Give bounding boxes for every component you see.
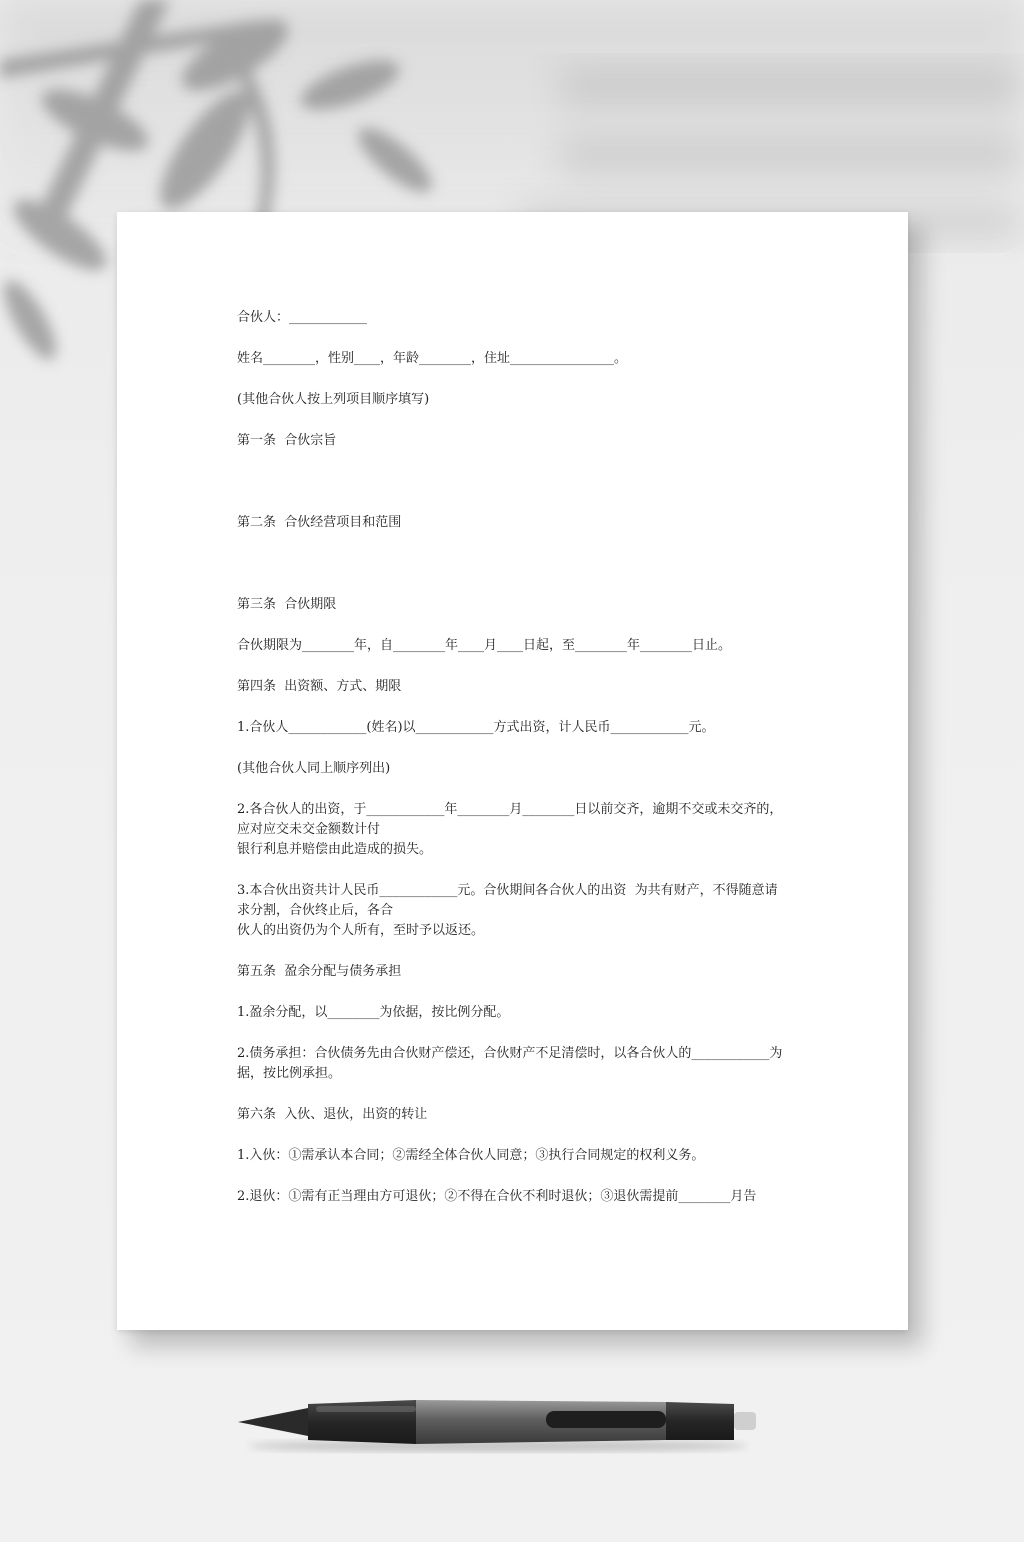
article-2-heading: 第二条 合伙经营项目和范围: [237, 515, 402, 530]
contribution-1: 1.合伙人____________(姓名)以____________方式出资，计人民币____________元。: [237, 720, 715, 735]
contribution-3-cont: 伙人的出资仍为个人所有，至时予以返还。: [237, 923, 485, 938]
document-body: [237, 308, 789, 1207]
article-5-heading: 第五条 盈余分配与债务承担: [237, 964, 402, 979]
profit-distribution: 1.盈余分配，以________为依据，按比例分配。: [237, 1005, 510, 1020]
article-1-heading: 第一条 合伙宗旨: [237, 433, 337, 448]
term-text: 合伙期限为________年，自________年____月____日起，至________年________日止。: [237, 638, 732, 653]
contribution-2: 2.各合伙人的出资，于____________年________月________日以前交齐，逾期不交或未交齐的，应对应交未交金额数计付: [237, 802, 783, 837]
article-4-heading: 第四条 出资额、方式、期限: [237, 679, 402, 694]
contribution-3: 3.本合伙出资共计人民币____________元。合伙期间各合伙人的出资 为共有财产，不得随意请求分割，合伙终止后，各合: [237, 883, 778, 918]
contribution-note: (其他合伙人同上顺序列出): [237, 761, 391, 776]
debt-bearing: 2.债务承担：合伙债务先由合伙财产偿还，合伙财产不足清偿时，以各合伙人的____________为据，按比例承担。: [237, 1046, 783, 1081]
partner-note: (其他合伙人按上列项目顺序填写): [237, 392, 430, 407]
partner-details: 姓名________，性别____，年龄________，住址________________。: [237, 351, 628, 366]
joining-terms: 1.入伙：①需承认本合同；②需经全体合伙人同意；③执行合同规定的权利义务。: [237, 1148, 705, 1163]
article-6-heading: 第六条 入伙、退伙，出资的转让: [237, 1107, 428, 1122]
pen-icon: [236, 1396, 760, 1456]
document-page: [117, 212, 908, 1330]
article-3-heading: 第三条 合伙期限: [237, 597, 337, 612]
withdrawal-terms: 2.退伙：①需有正当理由方可退伙；②不得在合伙不利时退伙；③退伙需提前________月告: [237, 1189, 757, 1204]
partner-label: 合伙人：____________: [237, 310, 368, 325]
contribution-2-cont: 银行利息并赔偿由此造成的损失。: [237, 842, 433, 857]
